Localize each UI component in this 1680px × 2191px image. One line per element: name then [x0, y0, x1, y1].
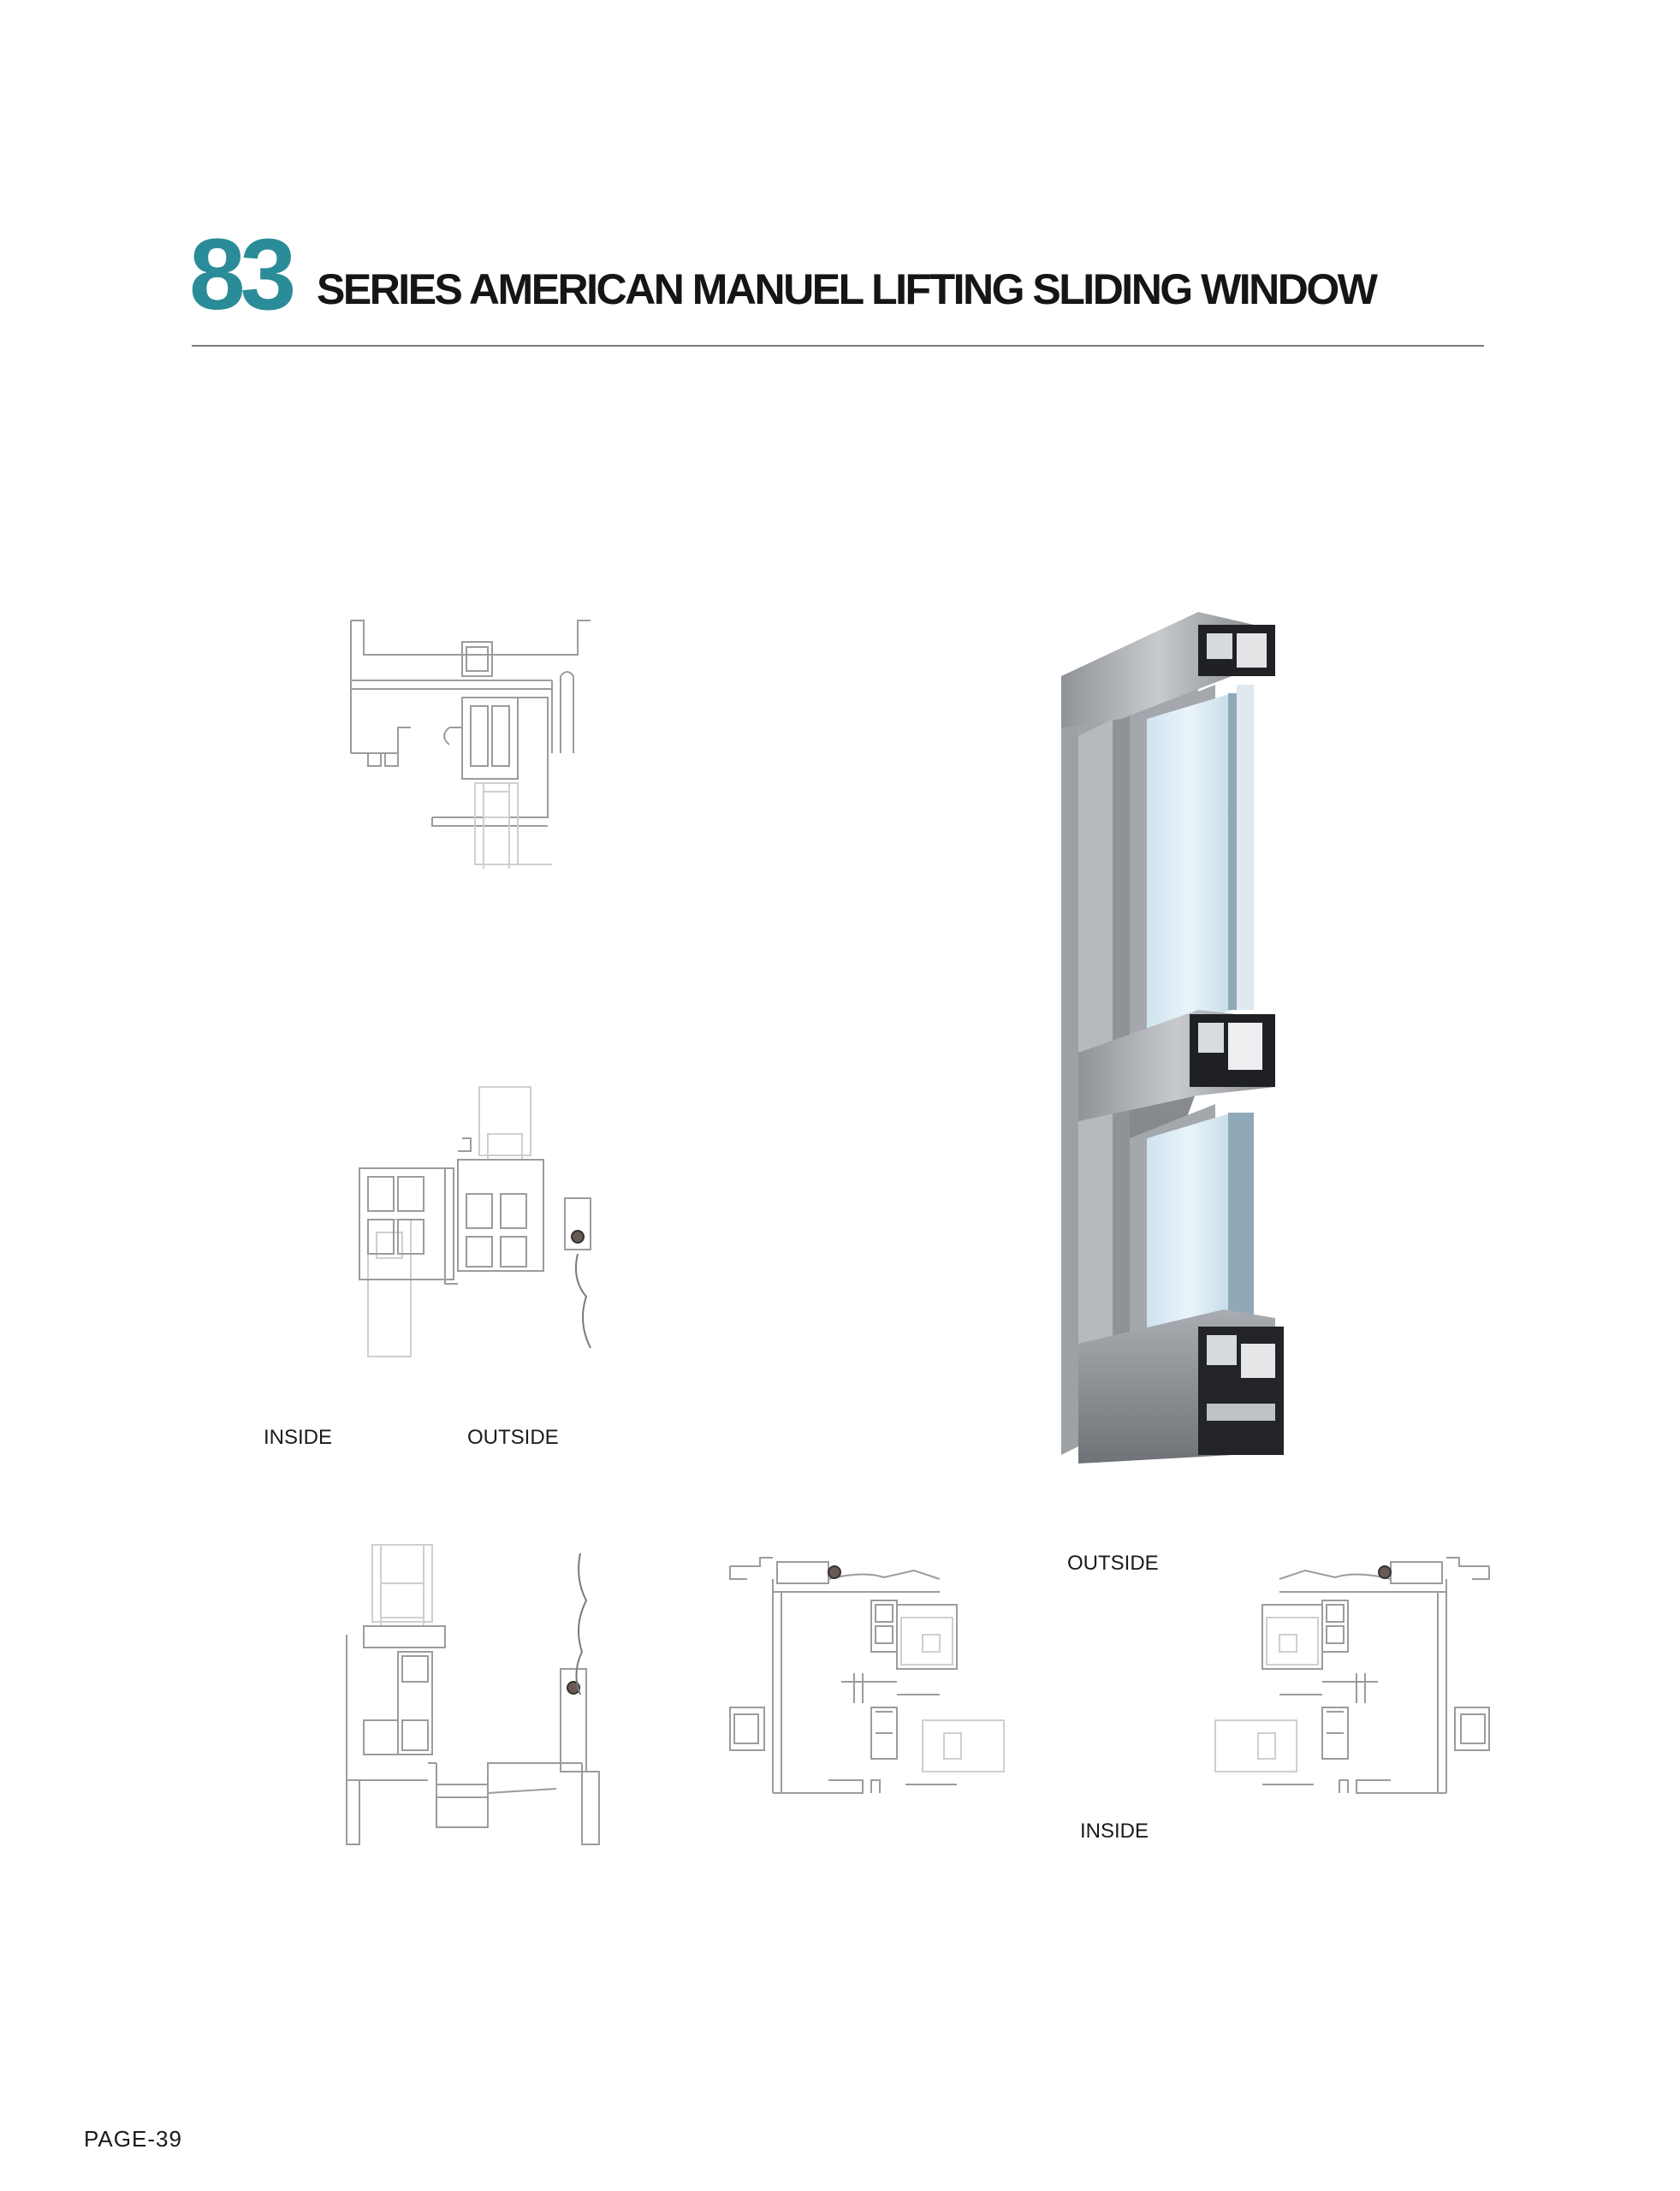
- window-product-render: [1061, 608, 1344, 1464]
- right-jamb-section-drawing: [1185, 1553, 1493, 1810]
- inside-label-horizontal: INSIDE: [1080, 1820, 1149, 1843]
- inside-label-vertical: INSIDE: [264, 1426, 333, 1449]
- series-number: 83: [189, 218, 292, 331]
- left-jamb-section-drawing: [726, 1553, 1034, 1810]
- page-number: PAGE-39: [84, 2126, 182, 2152]
- outside-label-horizontal: OUTSIDE: [1067, 1552, 1159, 1575]
- outside-label-vertical: OUTSIDE: [467, 1426, 559, 1449]
- meeting-rail-section-drawing: [342, 1083, 616, 1365]
- sill-section-drawing: [342, 1541, 616, 1857]
- head-section-drawing: [347, 616, 603, 873]
- title-divider: [192, 345, 1484, 347]
- page-title: SERIES AMERICAN MANUEL LIFTING SLIDING WINDOW: [317, 265, 1376, 313]
